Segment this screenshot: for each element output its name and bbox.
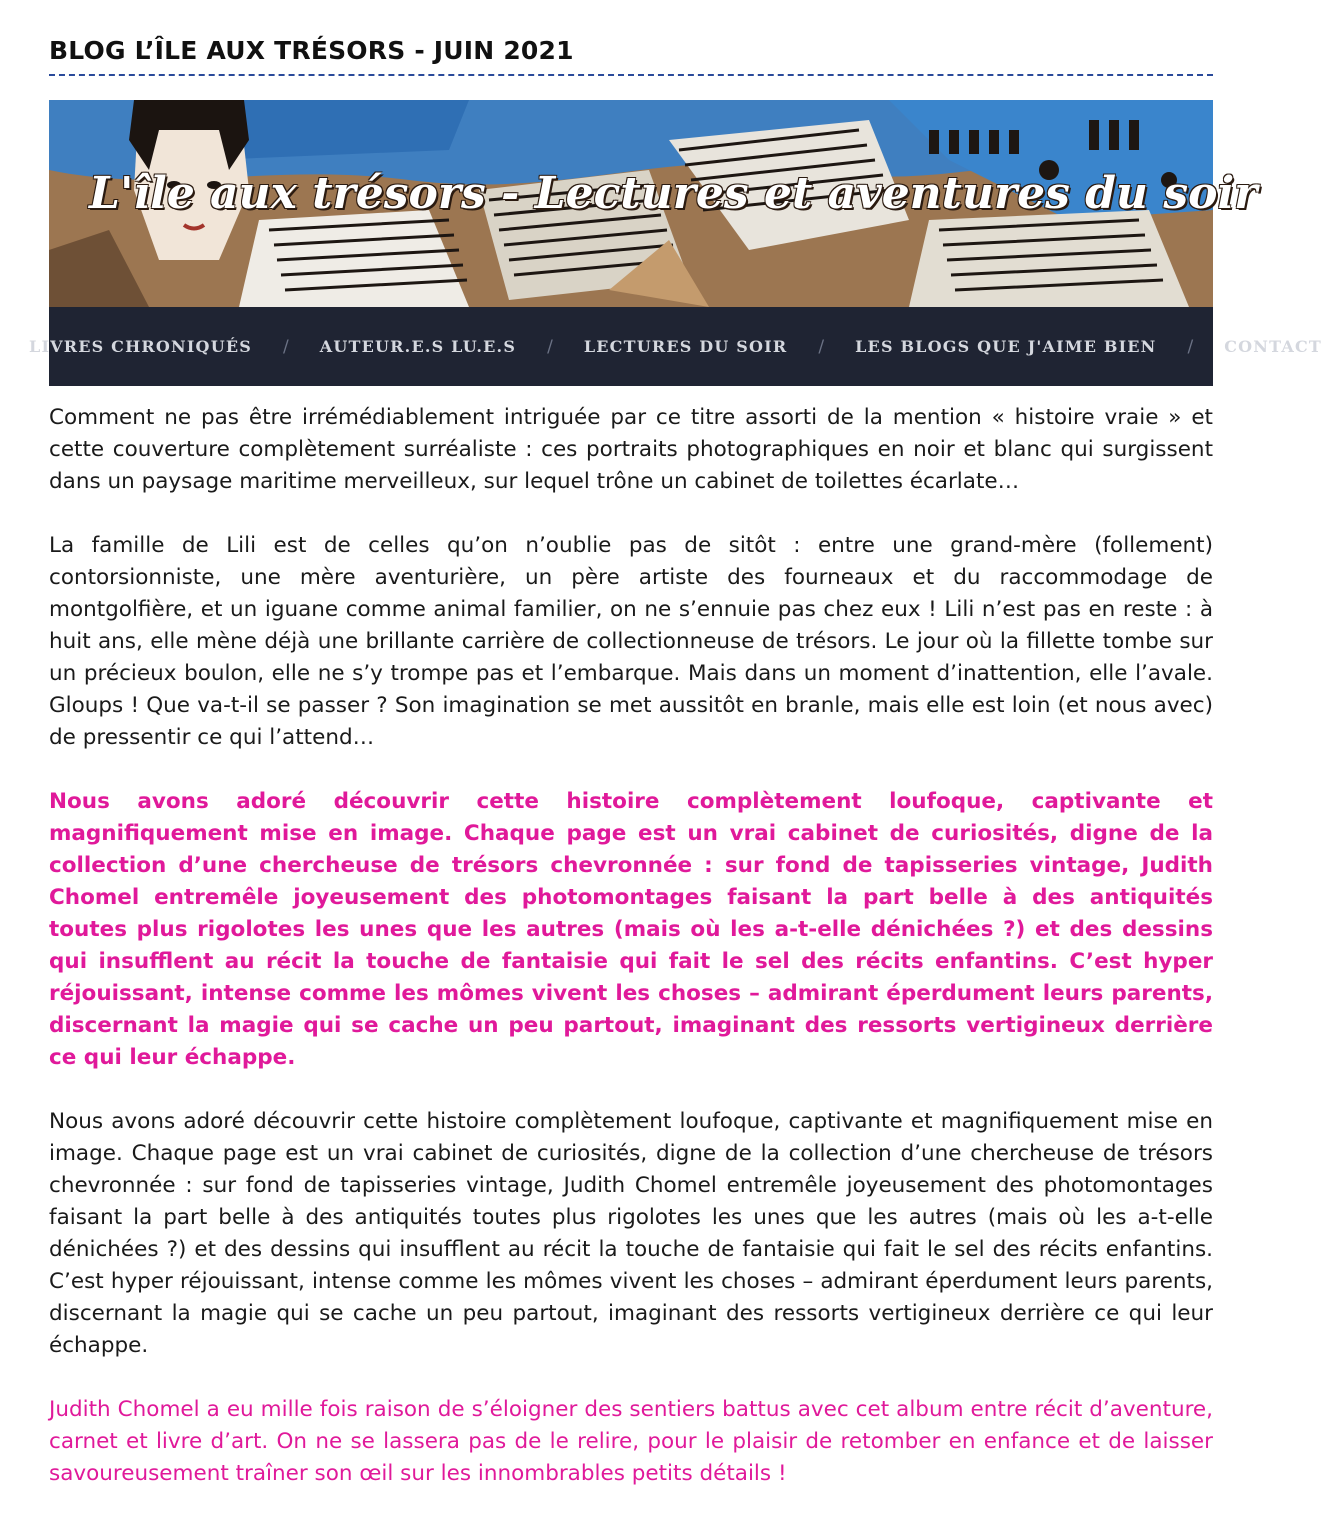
blog-title: L'île aux trésors - Lectures et aventures du soir	[89, 168, 1258, 219]
dashed-divider	[49, 74, 1213, 76]
article-paragraph-intro: Comment ne pas être irrémédiablement intriguée par ce titre assorti de la mention « histoire vraie » et cette couverture complètement surréaliste : ces portraits photographiques en noir et blanc qui surgissent dans un paysage maritime merveilleux, sur lequel trône un cabinet de toilettes écarlate…	[49, 405, 1213, 494]
document-title: BLOG L’ÎLE AUX TRÉSORS - JUIN 2021	[49, 36, 574, 65]
nav-item-lectures-du-soir[interactable]: LECTURES DU SOIR	[583, 337, 788, 356]
article-paragraph-review: Nous avons adoré découvrir cette histoire complètement loufoque, captivante et magnifiquement mise en image. Chaque page est un vrai cabinet de curiosités, digne de la collection d’une chercheuse de trésors chevronnée : sur fond de tapisseries vintage, Judith Chomel entremêle joyeusement des photomontages faisant la part belle à des antiquités toutes plus rigolotes les unes que les autres (mais où les a-t-elle dénichées ?) et des dessins qui insufflent au récit la touche de fantaisie qui fait le sel des récits enfantins. C’est hyper réjouissant, intense comme les mômes vivent les choses – admirant éperdument leurs parents, discernant la magie qui se cache un peu partout, imaginant des ressorts vertigineux derrière ce qui leur échappe.	[49, 1109, 1213, 1358]
blog-header-banner[interactable]	[49, 100, 1258, 307]
nav-separator: /	[547, 336, 553, 357]
nav-separator: /	[1187, 336, 1194, 357]
nav-separator: /	[818, 336, 825, 357]
document-page	[29, 0, 1322, 1522]
nav-separator: /	[283, 336, 289, 357]
main-navigation	[29, 307, 1322, 386]
article-body	[49, 402, 1213, 1490]
nav-item-auteurs[interactable]: AUTEUR.E.S LU.E.S	[319, 337, 517, 356]
article-paragraph-conclusion: Judith Chomel a eu mille fois raison de s’éloigner des sentiers battus avec cet album entre récit d’aventure, carnet et livre d’art. On ne se lassera pas de le relire, pour le plaisir de retomber en enfance et de laisser savoureusement traîner son œil sur les innombrables petits détails !	[49, 1397, 1213, 1486]
nav-item-livres-chroniques[interactable]: LIVRES CHRONIQUÉS	[29, 337, 253, 356]
nav-item-contact[interactable]: CONTACT	[1224, 337, 1322, 356]
article-paragraph-summary: La famille de Lili est de celles qu’on n’oublie pas de sitôt : entre une grand-mère (follement) contorsionniste, une mère aventurière, un père artiste des fourneaux et du raccommodage de montgolfière, et un iguane comme animal familier, on ne s’ennuie pas chez eux ! Lili n’est pas en reste : à huit ans, elle mène déjà une brillante carrière de collectionneuse de trésors. Le jour où la fillette tombe sur un précieux boulon, elle ne s’y trompe pas et l’embarque. Mais dans un moment d’inattention, elle l’avale. Gloups ! Que va-t-il se passer ? Son imagination se met aussitôt en branle, mais elle est loin (et nous avec) de pressentir ce qui l’attend…	[49, 533, 1213, 750]
nav-item-blogs[interactable]: LES BLOGS QUE J'AIME BIEN	[855, 337, 1157, 356]
nav-track	[29, 307, 1322, 386]
article-paragraph-highlight: Nous avons adoré découvrir cette histoire complètement loufoque, captivante et magnifiquement mise en image. Chaque page est un vrai cabinet de curiosités, digne de la collection d’une chercheuse de trésors chevronnée : sur fond de tapisseries vintage, Judith Chomel entremêle joyeusement des photomontages faisant la part belle à des antiquités toutes plus rigolotes les unes que les autres (mais où les a-t-elle dénichées ?) et des dessins qui insufflent au récit la touche de fantaisie qui fait le sel des récits enfantins. C’est hyper réjouissant, intense comme les mômes vivent les choses – admirant éperdument leurs parents, discernant la magie qui se cache un peu partout, imaginant des ressorts vertigineux derrière ce qui leur échappe.	[49, 789, 1213, 1070]
